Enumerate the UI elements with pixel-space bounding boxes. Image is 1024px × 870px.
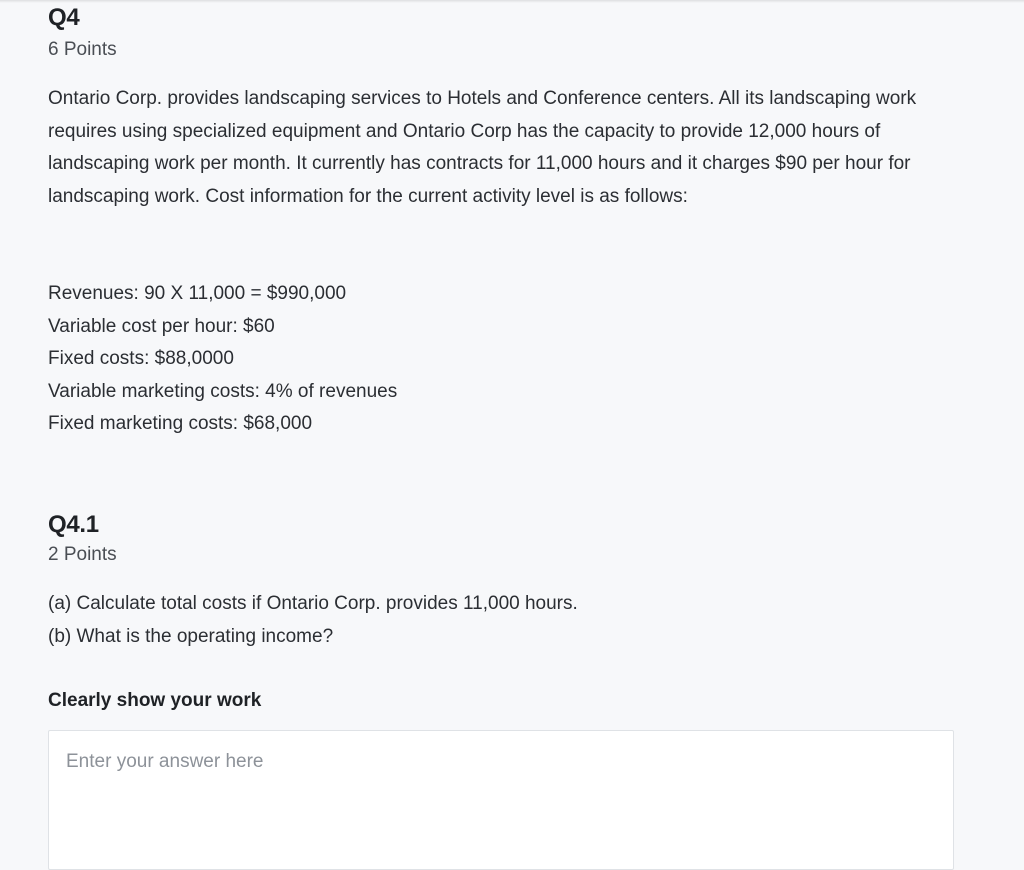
subquestion-parts (48, 588, 578, 653)
subquestion-points: 2 Points (48, 544, 117, 565)
cost-item-variable-marketing: Variable marketing costs: 4% of revenues (48, 380, 398, 402)
work-instruction-label: Clearly show your work (48, 690, 262, 711)
cost-item-fixed-costs: Fixed costs: $88,0000 (48, 348, 234, 370)
subquestion-part-b: (b) What is the operating income? (48, 625, 334, 647)
cost-item-variable-cost: Variable cost per hour: $60 (48, 315, 275, 337)
cost-item-revenues: Revenues: 90 X 11,000 = $990,000 (48, 283, 347, 304)
answer-textarea[interactable] (48, 730, 954, 870)
question-title: Q4 (48, 4, 80, 31)
question-points: 6 Points (48, 39, 117, 60)
top-bar-shadow (0, 0, 1024, 3)
subquestion-title: Q4.1 (48, 511, 99, 538)
question-intro: Ontario Corp. provides landscaping services to Hotels and Conference centers. All its landscaping work requires using specialized equipment and Ontario Corp has the capacity to provide 12,000 hours of landscaping work per month. It currently has contracts for 11,000 hours and it charges $90 per hour for landscaping work. Cost information for the current activity level is as follows: (48, 88, 917, 207)
subquestion-part-a: (a) Calculate total costs if Ontario Corp. provides 11,000 hours. (48, 593, 578, 614)
cost-information-list (48, 278, 397, 441)
cost-item-fixed-marketing: Fixed marketing costs: $68,000 (48, 413, 313, 435)
